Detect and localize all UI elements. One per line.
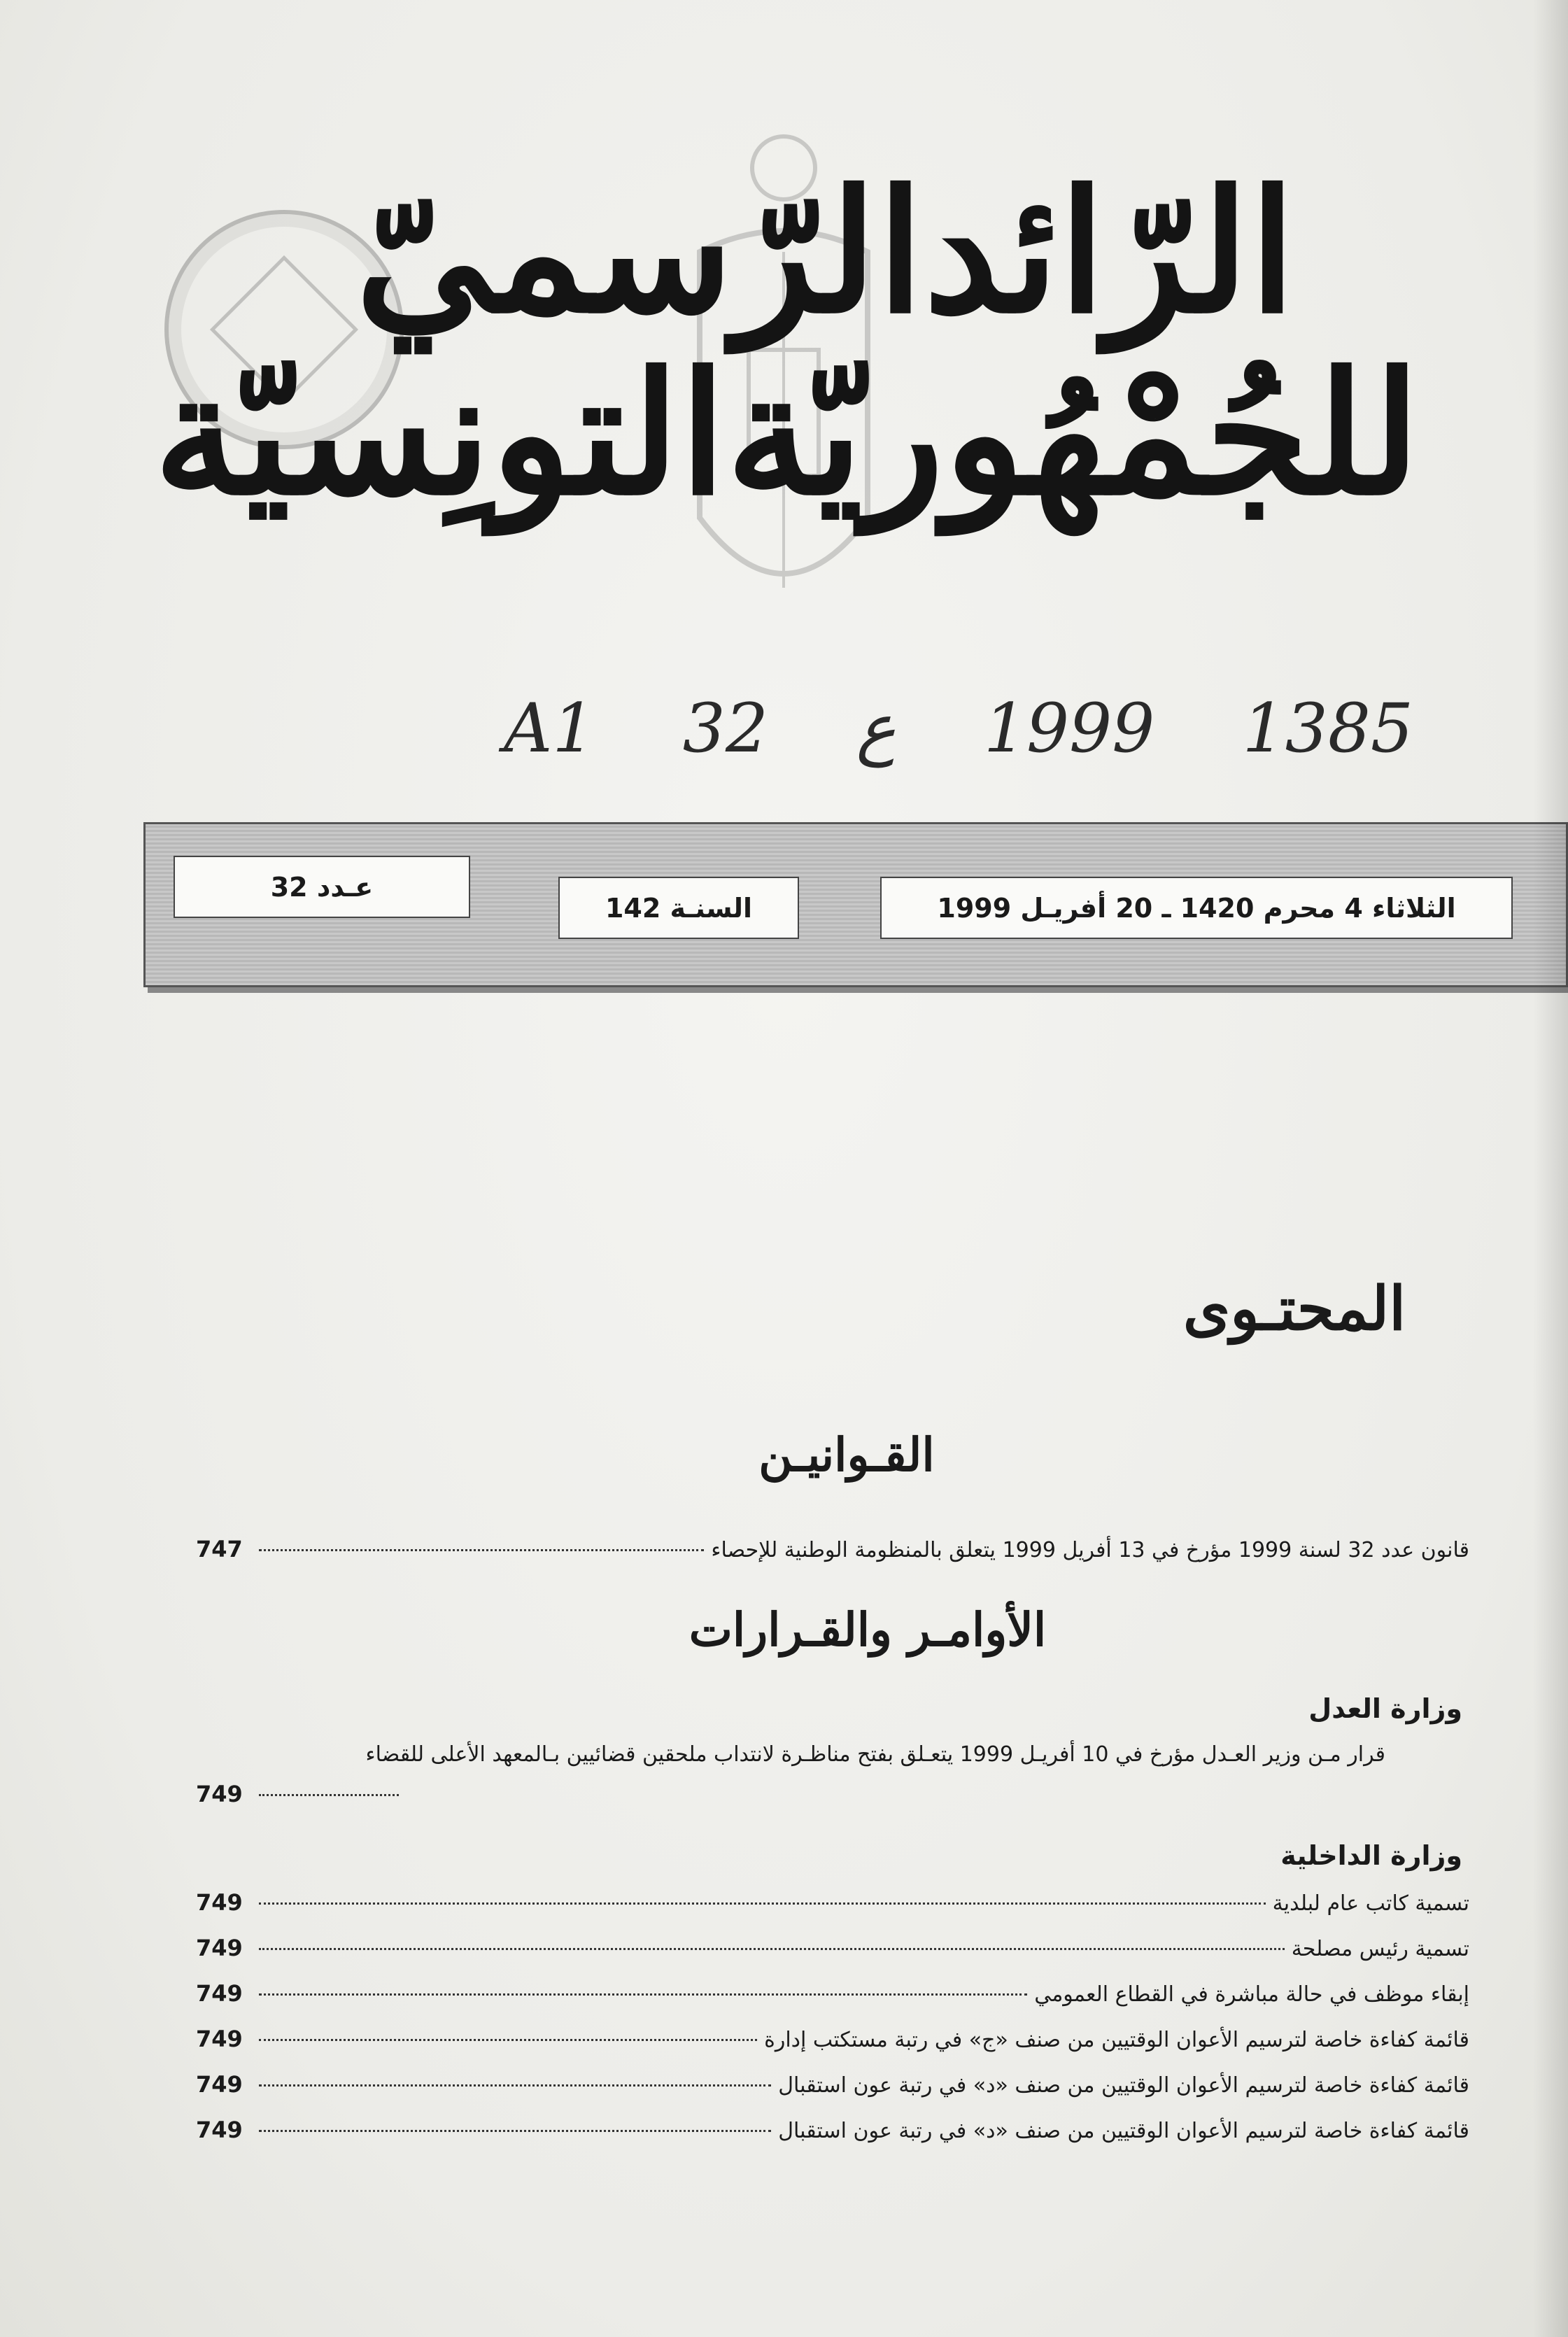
toc-entry-text: قائمة كفاءة خاصة لترسيم الأعوان الوقتيين من صنف «د» في رتبة عون استقبال: [778, 2119, 1469, 2143]
laws-section-title: القـوانيـن: [758, 1427, 935, 1482]
issue-number: عـدد 32: [174, 856, 470, 918]
toc-entry-text: قائمة كفاءة خاصة لترسيم الأعوان الوقتيين من صنف «د» في رتبة عون استقبال: [778, 2073, 1469, 2098]
handwritten-year: 1999: [983, 689, 1155, 768]
leader-dots: [259, 2084, 771, 2087]
leader-dots: [259, 1794, 399, 1796]
toc-entry-interior[interactable]: [196, 2026, 1469, 2052]
toc-page-number: 749: [196, 2117, 243, 2143]
toc-entry-justice-page: [196, 1781, 406, 1807]
contents-title: المحتـوى: [1182, 1273, 1406, 1344]
orders-section-title: الأوامـر والقـرارات: [688, 1602, 1047, 1657]
toc-entry-interior[interactable]: [196, 2117, 1469, 2143]
handwritten-issue: 32: [682, 689, 768, 768]
handwritten-ref: 1385: [1242, 689, 1413, 768]
toc-page-number: 749: [196, 1935, 243, 1961]
toc-page-number: 749: [196, 1781, 243, 1807]
handwritten-annotation: [504, 689, 1413, 768]
toc-entry-interior[interactable]: [196, 1889, 1469, 1916]
masthead-line-2: للجُمْهُوريّةالتونِسيّة: [153, 335, 1420, 532]
toc-entry-text: إبقاء موظف في حالة مباشرة في القطاع العمومي: [1034, 1982, 1469, 2007]
toc-entry-justice-text[interactable]: قرار مـن وزير العـدل مؤرخ في 10 أفريـل 1999 يتعـلق بفتح مناظـرة لانتداب ملحقين قضائيين بـالمعهد الأعلى للقضاء: [365, 1742, 1385, 1767]
leader-dots: [259, 2039, 757, 2041]
leader-dots: [259, 1549, 704, 1551]
toc-entry-interior[interactable]: [196, 2071, 1469, 2098]
ministry-justice-heading: وزارة العدل: [1308, 1693, 1462, 1724]
handwritten-letter: ع: [856, 689, 896, 768]
toc-entry-law[interactable]: [196, 1536, 1469, 1562]
toc-entry-text: قائمة كفاءة خاصة لترسيم الأعوان الوقتيين من صنف «ج» في رتبة مستكتب إدارة: [764, 2028, 1469, 2052]
issue-banner: [143, 822, 1568, 987]
toc-page-number: 749: [196, 2071, 243, 2098]
ministry-interior-heading: وزارة الداخلية: [1280, 1840, 1462, 1871]
toc-page-number: 749: [196, 1980, 243, 2007]
leader-dots: [259, 1948, 1285, 1950]
toc-entry-text: تسمية كاتب عام لبلدية: [1272, 1891, 1469, 1916]
toc-entry-text: تسمية رئيس مصلحة: [1291, 1937, 1469, 1961]
toc-page-number: 749: [196, 1889, 243, 1916]
issue-date: الثلاثاء 4 محرم 1420 ـ 20 أفريـل 1999: [880, 877, 1513, 939]
issue-year: السنـة 142: [558, 877, 799, 939]
leader-dots: [259, 1993, 1027, 1996]
toc-page-number: 749: [196, 2026, 243, 2052]
toc-page-number: 747: [196, 1536, 243, 1562]
handwritten-code: A1: [504, 689, 595, 768]
masthead-line-1: الرّائدالرّسميّ: [355, 153, 1296, 351]
toc-entry-interior[interactable]: [196, 1980, 1469, 2007]
leader-dots: [259, 2130, 771, 2132]
page-fold-shadow: [1533, 0, 1568, 2337]
toc-entry-interior[interactable]: [196, 1935, 1469, 1961]
leader-dots: [259, 1902, 1266, 1905]
toc-entry-text: قانون عدد 32 لسنة 1999 مؤرخ في 13 أفريل 1999 يتعلق بالمنظومة الوطنية للإحصاء: [711, 1538, 1469, 1562]
gazette-masthead: [153, 153, 1420, 532]
